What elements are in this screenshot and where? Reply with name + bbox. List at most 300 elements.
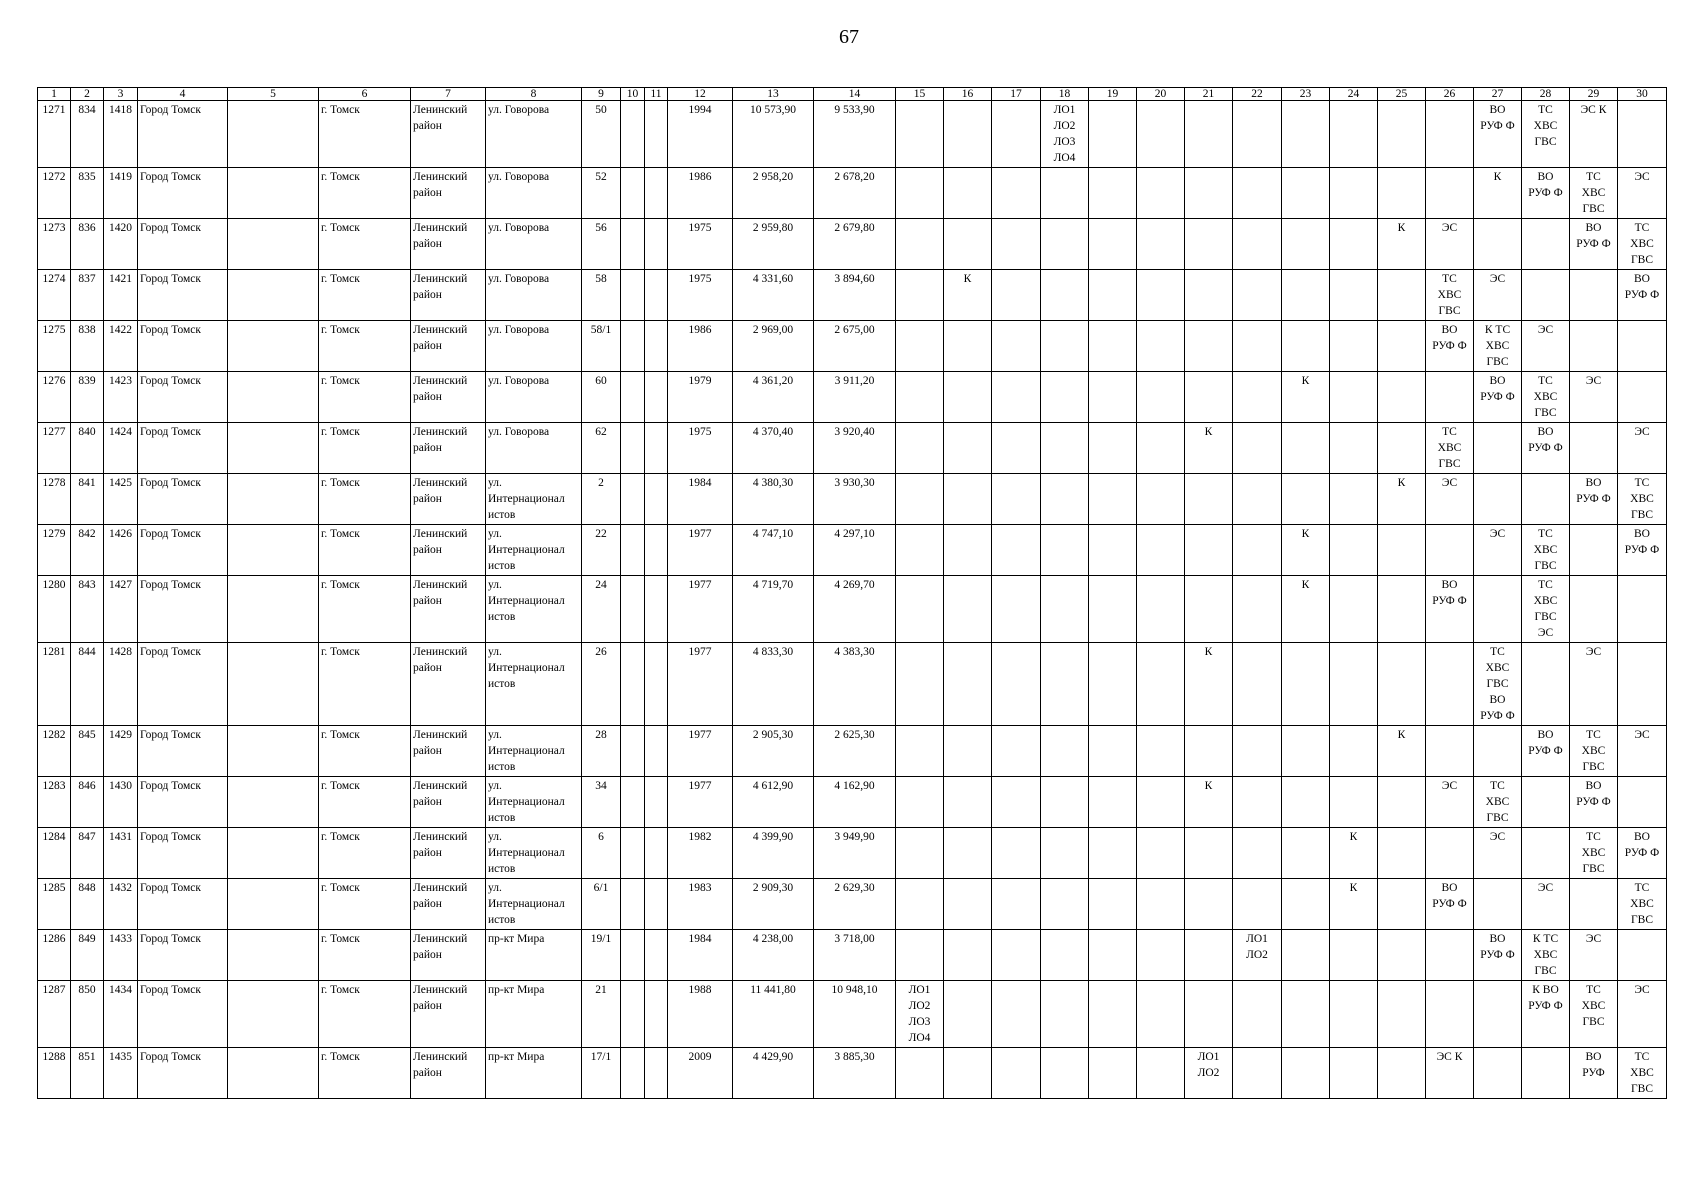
cell-col-29: ВО РУФ Ф bbox=[1570, 219, 1618, 270]
cell-col-22 bbox=[1233, 270, 1282, 321]
cell-col-13: 4 429,90 bbox=[733, 1048, 814, 1099]
cell-col-27: ВО РУФ Ф bbox=[1474, 372, 1522, 423]
cell-col-10 bbox=[621, 372, 645, 423]
cell-col-22 bbox=[1233, 101, 1282, 168]
cell-col-8: ул. Интернационал истов bbox=[486, 576, 582, 643]
cell-col-20 bbox=[1137, 576, 1185, 643]
cell-col-7: Ленинский район bbox=[411, 1048, 486, 1099]
cell-col-16 bbox=[944, 643, 992, 726]
cell-col-22 bbox=[1233, 726, 1282, 777]
cell-col-15 bbox=[896, 643, 944, 726]
cell-col-16 bbox=[944, 101, 992, 168]
cell-col-13: 4 361,20 bbox=[733, 372, 814, 423]
cell-col-24 bbox=[1330, 930, 1378, 981]
cell-col-3: 1422 bbox=[104, 321, 138, 372]
cell-col-21 bbox=[1185, 270, 1233, 321]
table-row bbox=[38, 168, 1667, 219]
cell-col-2: 844 bbox=[71, 643, 104, 726]
cell-col-7: Ленинский район bbox=[411, 270, 486, 321]
cell-col-10 bbox=[621, 474, 645, 525]
cell-col-9: 17/1 bbox=[582, 1048, 621, 1099]
cell-col-3: 1427 bbox=[104, 576, 138, 643]
cell-col-15 bbox=[896, 474, 944, 525]
cell-col-23 bbox=[1282, 101, 1330, 168]
cell-col-14: 2 675,00 bbox=[814, 321, 896, 372]
cell-col-15 bbox=[896, 321, 944, 372]
cell-col-29: ТС ХВС ГВС bbox=[1570, 981, 1618, 1048]
cell-col-28: ЭС bbox=[1522, 321, 1570, 372]
cell-col-16 bbox=[944, 981, 992, 1048]
cell-col-1: 1272 bbox=[38, 168, 71, 219]
cell-col-20 bbox=[1137, 777, 1185, 828]
cell-col-26: ВО РУФ Ф bbox=[1426, 879, 1474, 930]
cell-col-8: ул. Говорова bbox=[486, 219, 582, 270]
cell-col-29 bbox=[1570, 525, 1618, 576]
cell-col-8: пр-кт Мира bbox=[486, 930, 582, 981]
cell-col-3: 1434 bbox=[104, 981, 138, 1048]
cell-col-3: 1430 bbox=[104, 777, 138, 828]
cell-col-29 bbox=[1570, 576, 1618, 643]
cell-col-4: Город Томск bbox=[138, 879, 228, 930]
cell-col-30: ЭС bbox=[1618, 981, 1667, 1048]
cell-col-18 bbox=[1041, 372, 1089, 423]
cell-col-25 bbox=[1378, 828, 1426, 879]
cell-col-10 bbox=[621, 525, 645, 576]
cell-col-26: ЭС bbox=[1426, 219, 1474, 270]
cell-col-22 bbox=[1233, 321, 1282, 372]
cell-col-30: ЭС bbox=[1618, 168, 1667, 219]
cell-col-12: 2009 bbox=[668, 1048, 733, 1099]
cell-col-15 bbox=[896, 219, 944, 270]
cell-col-19 bbox=[1089, 270, 1137, 321]
cell-col-1: 1274 bbox=[38, 270, 71, 321]
column-number-2: 2 bbox=[71, 88, 104, 101]
cell-col-21 bbox=[1185, 101, 1233, 168]
cell-col-16 bbox=[944, 930, 992, 981]
cell-col-10 bbox=[621, 219, 645, 270]
cell-col-20 bbox=[1137, 930, 1185, 981]
cell-col-6: г. Томск bbox=[319, 1048, 411, 1099]
table-row bbox=[38, 576, 1667, 643]
column-number-11: 11 bbox=[645, 88, 668, 101]
cell-col-23 bbox=[1282, 423, 1330, 474]
cell-col-25 bbox=[1378, 321, 1426, 372]
cell-col-18 bbox=[1041, 423, 1089, 474]
column-number-27: 27 bbox=[1474, 88, 1522, 101]
cell-col-16 bbox=[944, 828, 992, 879]
cell-col-19 bbox=[1089, 168, 1137, 219]
cell-col-26: ЭС bbox=[1426, 777, 1474, 828]
cell-col-18 bbox=[1041, 643, 1089, 726]
cell-col-3: 1432 bbox=[104, 879, 138, 930]
cell-col-11 bbox=[645, 321, 668, 372]
cell-col-18 bbox=[1041, 930, 1089, 981]
cell-col-19 bbox=[1089, 321, 1137, 372]
cell-col-20 bbox=[1137, 423, 1185, 474]
cell-col-15 bbox=[896, 930, 944, 981]
cell-col-20 bbox=[1137, 270, 1185, 321]
cell-col-12: 1983 bbox=[668, 879, 733, 930]
cell-col-20 bbox=[1137, 726, 1185, 777]
cell-col-11 bbox=[645, 372, 668, 423]
cell-col-26: ЭС К bbox=[1426, 1048, 1474, 1099]
cell-col-2: 845 bbox=[71, 726, 104, 777]
cell-col-30: ВО РУФ Ф bbox=[1618, 828, 1667, 879]
cell-col-18 bbox=[1041, 576, 1089, 643]
cell-col-29: ЭС К bbox=[1570, 101, 1618, 168]
cell-col-9: 28 bbox=[582, 726, 621, 777]
table-row bbox=[38, 828, 1667, 879]
cell-col-22 bbox=[1233, 372, 1282, 423]
cell-col-19 bbox=[1089, 981, 1137, 1048]
cell-col-11 bbox=[645, 828, 668, 879]
cell-col-24 bbox=[1330, 423, 1378, 474]
cell-col-12: 1984 bbox=[668, 930, 733, 981]
cell-col-17 bbox=[992, 828, 1041, 879]
cell-col-2: 846 bbox=[71, 777, 104, 828]
cell-col-19 bbox=[1089, 423, 1137, 474]
cell-col-3: 1420 bbox=[104, 219, 138, 270]
cell-col-27: ТС ХВС ГВС bbox=[1474, 777, 1522, 828]
cell-col-30 bbox=[1618, 372, 1667, 423]
cell-col-5 bbox=[228, 372, 319, 423]
cell-col-13: 4 399,90 bbox=[733, 828, 814, 879]
cell-col-17 bbox=[992, 423, 1041, 474]
cell-col-27 bbox=[1474, 879, 1522, 930]
cell-col-2: 841 bbox=[71, 474, 104, 525]
cell-col-26 bbox=[1426, 726, 1474, 777]
cell-col-15: ЛО1 ЛО2 ЛО3 ЛО4 bbox=[896, 981, 944, 1048]
cell-col-14: 2 625,30 bbox=[814, 726, 896, 777]
cell-col-24 bbox=[1330, 219, 1378, 270]
cell-col-12: 1977 bbox=[668, 726, 733, 777]
cell-col-25 bbox=[1378, 879, 1426, 930]
cell-col-1: 1283 bbox=[38, 777, 71, 828]
cell-col-22 bbox=[1233, 879, 1282, 930]
cell-col-6: г. Томск bbox=[319, 777, 411, 828]
cell-col-24: К bbox=[1330, 828, 1378, 879]
cell-col-19 bbox=[1089, 474, 1137, 525]
cell-col-21: ЛО1 ЛО2 bbox=[1185, 1048, 1233, 1099]
cell-col-6: г. Томск bbox=[319, 981, 411, 1048]
cell-col-25 bbox=[1378, 930, 1426, 981]
cell-col-1: 1275 bbox=[38, 321, 71, 372]
cell-col-23 bbox=[1282, 726, 1330, 777]
cell-col-23 bbox=[1282, 270, 1330, 321]
cell-col-8: ул. Интернационал истов bbox=[486, 726, 582, 777]
cell-col-6: г. Томск bbox=[319, 474, 411, 525]
cell-col-29: ВО РУФ Ф bbox=[1570, 474, 1618, 525]
column-number-5: 5 bbox=[228, 88, 319, 101]
cell-col-10 bbox=[621, 879, 645, 930]
cell-col-15 bbox=[896, 828, 944, 879]
cell-col-25 bbox=[1378, 525, 1426, 576]
cell-col-18 bbox=[1041, 1048, 1089, 1099]
cell-col-4: Город Томск bbox=[138, 525, 228, 576]
cell-col-23 bbox=[1282, 474, 1330, 525]
cell-col-10 bbox=[621, 101, 645, 168]
cell-col-25 bbox=[1378, 423, 1426, 474]
cell-col-15 bbox=[896, 1048, 944, 1099]
cell-col-9: 2 bbox=[582, 474, 621, 525]
cell-col-13: 4 238,00 bbox=[733, 930, 814, 981]
cell-col-27: К bbox=[1474, 168, 1522, 219]
cell-col-19 bbox=[1089, 576, 1137, 643]
cell-col-17 bbox=[992, 777, 1041, 828]
cell-col-12: 1977 bbox=[668, 576, 733, 643]
cell-col-7: Ленинский район bbox=[411, 643, 486, 726]
cell-col-16 bbox=[944, 777, 992, 828]
cell-col-17 bbox=[992, 168, 1041, 219]
cell-col-27: ЭС bbox=[1474, 525, 1522, 576]
cell-col-29 bbox=[1570, 879, 1618, 930]
cell-col-8: ул. Говорова bbox=[486, 423, 582, 474]
cell-col-24 bbox=[1330, 372, 1378, 423]
cell-col-8: ул. Говорова bbox=[486, 270, 582, 321]
cell-col-25 bbox=[1378, 168, 1426, 219]
cell-col-15 bbox=[896, 423, 944, 474]
cell-col-6: г. Томск bbox=[319, 423, 411, 474]
cell-col-22 bbox=[1233, 423, 1282, 474]
cell-col-20 bbox=[1137, 321, 1185, 372]
cell-col-14: 4 162,90 bbox=[814, 777, 896, 828]
cell-col-13: 4 331,60 bbox=[733, 270, 814, 321]
cell-col-10 bbox=[621, 828, 645, 879]
cell-col-10 bbox=[621, 643, 645, 726]
cell-col-26 bbox=[1426, 930, 1474, 981]
cell-col-5 bbox=[228, 879, 319, 930]
cell-col-21 bbox=[1185, 828, 1233, 879]
column-number-12: 12 bbox=[668, 88, 733, 101]
cell-col-13: 4 612,90 bbox=[733, 777, 814, 828]
cell-col-29: ЭС bbox=[1570, 372, 1618, 423]
cell-col-3: 1419 bbox=[104, 168, 138, 219]
cell-col-28 bbox=[1522, 219, 1570, 270]
cell-col-26: ТС ХВС ГВС bbox=[1426, 270, 1474, 321]
cell-col-7: Ленинский район bbox=[411, 219, 486, 270]
table-row bbox=[38, 879, 1667, 930]
cell-col-28: ТС ХВС ГВС bbox=[1522, 372, 1570, 423]
cell-col-20 bbox=[1137, 372, 1185, 423]
cell-col-16 bbox=[944, 321, 992, 372]
cell-col-8: ул. Интернационал истов bbox=[486, 474, 582, 525]
cell-col-1: 1279 bbox=[38, 525, 71, 576]
cell-col-29: ВО РУФ bbox=[1570, 1048, 1618, 1099]
cell-col-14: 2 678,20 bbox=[814, 168, 896, 219]
cell-col-1: 1285 bbox=[38, 879, 71, 930]
cell-col-28 bbox=[1522, 777, 1570, 828]
cell-col-8: ул. Интернационал истов bbox=[486, 879, 582, 930]
cell-col-24 bbox=[1330, 1048, 1378, 1099]
cell-col-8: ул. Интернационал истов bbox=[486, 525, 582, 576]
cell-col-1: 1278 bbox=[38, 474, 71, 525]
column-number-28: 28 bbox=[1522, 88, 1570, 101]
cell-col-21 bbox=[1185, 321, 1233, 372]
cell-col-24: К bbox=[1330, 879, 1378, 930]
cell-col-24 bbox=[1330, 270, 1378, 321]
column-number-13: 13 bbox=[733, 88, 814, 101]
cell-col-20 bbox=[1137, 879, 1185, 930]
cell-col-27 bbox=[1474, 576, 1522, 643]
cell-col-21 bbox=[1185, 930, 1233, 981]
cell-col-1: 1284 bbox=[38, 828, 71, 879]
cell-col-5 bbox=[228, 101, 319, 168]
cell-col-13: 2 958,20 bbox=[733, 168, 814, 219]
cell-col-23 bbox=[1282, 321, 1330, 372]
cell-col-21 bbox=[1185, 981, 1233, 1048]
cell-col-2: 850 bbox=[71, 981, 104, 1048]
column-number-25: 25 bbox=[1378, 88, 1426, 101]
cell-col-12: 1986 bbox=[668, 168, 733, 219]
table-row bbox=[38, 777, 1667, 828]
cell-col-1: 1276 bbox=[38, 372, 71, 423]
cell-col-23 bbox=[1282, 828, 1330, 879]
cell-col-5 bbox=[228, 1048, 319, 1099]
cell-col-25 bbox=[1378, 981, 1426, 1048]
cell-col-2: 843 bbox=[71, 576, 104, 643]
cell-col-4: Город Томск bbox=[138, 828, 228, 879]
cell-col-2: 836 bbox=[71, 219, 104, 270]
cell-col-14: 4 383,30 bbox=[814, 643, 896, 726]
cell-col-17 bbox=[992, 219, 1041, 270]
cell-col-11 bbox=[645, 423, 668, 474]
cell-col-25: К bbox=[1378, 219, 1426, 270]
cell-col-21: К bbox=[1185, 423, 1233, 474]
cell-col-3: 1435 bbox=[104, 1048, 138, 1099]
page-number: 67 bbox=[839, 26, 859, 48]
cell-col-25 bbox=[1378, 777, 1426, 828]
cell-col-2: 840 bbox=[71, 423, 104, 474]
cell-col-25 bbox=[1378, 1048, 1426, 1099]
cell-col-4: Город Томск bbox=[138, 643, 228, 726]
cell-col-15 bbox=[896, 168, 944, 219]
table-row bbox=[38, 372, 1667, 423]
cell-col-9: 19/1 bbox=[582, 930, 621, 981]
cell-col-2: 834 bbox=[71, 101, 104, 168]
cell-col-12: 1986 bbox=[668, 321, 733, 372]
cell-col-11 bbox=[645, 168, 668, 219]
cell-col-11 bbox=[645, 643, 668, 726]
cell-col-16 bbox=[944, 1048, 992, 1099]
cell-col-28: ВО РУФ Ф bbox=[1522, 168, 1570, 219]
cell-col-14: 2 679,80 bbox=[814, 219, 896, 270]
cell-col-11 bbox=[645, 981, 668, 1048]
cell-col-16 bbox=[944, 423, 992, 474]
cell-col-26 bbox=[1426, 101, 1474, 168]
cell-col-20 bbox=[1137, 828, 1185, 879]
cell-col-7: Ленинский район bbox=[411, 423, 486, 474]
cell-col-14: 9 533,90 bbox=[814, 101, 896, 168]
cell-col-11 bbox=[645, 879, 668, 930]
cell-col-20 bbox=[1137, 101, 1185, 168]
cell-col-16 bbox=[944, 525, 992, 576]
cell-col-6: г. Томск bbox=[319, 101, 411, 168]
table-row bbox=[38, 726, 1667, 777]
cell-col-24 bbox=[1330, 168, 1378, 219]
cell-col-10 bbox=[621, 321, 645, 372]
cell-col-18 bbox=[1041, 879, 1089, 930]
cell-col-3: 1423 bbox=[104, 372, 138, 423]
cell-col-26 bbox=[1426, 981, 1474, 1048]
cell-col-21 bbox=[1185, 525, 1233, 576]
cell-col-16 bbox=[944, 726, 992, 777]
cell-col-9: 60 bbox=[582, 372, 621, 423]
cell-col-8: ул. Интернационал истов bbox=[486, 828, 582, 879]
cell-col-24 bbox=[1330, 726, 1378, 777]
cell-col-13: 2 905,30 bbox=[733, 726, 814, 777]
cell-col-6: г. Томск bbox=[319, 643, 411, 726]
cell-col-10 bbox=[621, 270, 645, 321]
table-row bbox=[38, 101, 1667, 168]
cell-col-20 bbox=[1137, 474, 1185, 525]
cell-col-14: 4 297,10 bbox=[814, 525, 896, 576]
cell-col-27: ЭС bbox=[1474, 828, 1522, 879]
column-number-26: 26 bbox=[1426, 88, 1474, 101]
cell-col-12: 1988 bbox=[668, 981, 733, 1048]
cell-col-30 bbox=[1618, 930, 1667, 981]
cell-col-4: Город Томск bbox=[138, 930, 228, 981]
cell-col-24 bbox=[1330, 576, 1378, 643]
cell-col-13: 2 969,00 bbox=[733, 321, 814, 372]
cell-col-23: К bbox=[1282, 372, 1330, 423]
cell-col-25: К bbox=[1378, 726, 1426, 777]
cell-col-23 bbox=[1282, 879, 1330, 930]
cell-col-15 bbox=[896, 879, 944, 930]
cell-col-12: 1984 bbox=[668, 474, 733, 525]
cell-col-11 bbox=[645, 101, 668, 168]
cell-col-29: ЭС bbox=[1570, 930, 1618, 981]
cell-col-22 bbox=[1233, 525, 1282, 576]
cell-col-6: г. Томск bbox=[319, 576, 411, 643]
cell-col-21 bbox=[1185, 726, 1233, 777]
column-number-19: 19 bbox=[1089, 88, 1137, 101]
cell-col-22 bbox=[1233, 576, 1282, 643]
cell-col-22 bbox=[1233, 828, 1282, 879]
cell-col-29 bbox=[1570, 270, 1618, 321]
cell-col-1: 1280 bbox=[38, 576, 71, 643]
cell-col-1: 1281 bbox=[38, 643, 71, 726]
cell-col-15 bbox=[896, 101, 944, 168]
cell-col-1: 1287 bbox=[38, 981, 71, 1048]
cell-col-30: ЭС bbox=[1618, 726, 1667, 777]
cell-col-14: 2 629,30 bbox=[814, 879, 896, 930]
cell-col-23 bbox=[1282, 1048, 1330, 1099]
cell-col-4: Город Томск bbox=[138, 372, 228, 423]
cell-col-5 bbox=[228, 219, 319, 270]
cell-col-3: 1425 bbox=[104, 474, 138, 525]
cell-col-18 bbox=[1041, 321, 1089, 372]
cell-col-29 bbox=[1570, 321, 1618, 372]
cell-col-25 bbox=[1378, 372, 1426, 423]
cell-col-14: 3 930,30 bbox=[814, 474, 896, 525]
cell-col-20 bbox=[1137, 643, 1185, 726]
cell-col-3: 1426 bbox=[104, 525, 138, 576]
cell-col-11 bbox=[645, 930, 668, 981]
cell-col-13: 10 573,90 bbox=[733, 101, 814, 168]
cell-col-17 bbox=[992, 981, 1041, 1048]
cell-col-4: Город Томск bbox=[138, 219, 228, 270]
cell-col-4: Город Томск bbox=[138, 321, 228, 372]
cell-col-1: 1282 bbox=[38, 726, 71, 777]
cell-col-11 bbox=[645, 726, 668, 777]
column-number-15: 15 bbox=[896, 88, 944, 101]
cell-col-9: 58/1 bbox=[582, 321, 621, 372]
cell-col-1: 1277 bbox=[38, 423, 71, 474]
cell-col-30 bbox=[1618, 101, 1667, 168]
cell-col-6: г. Томск bbox=[319, 525, 411, 576]
cell-col-21 bbox=[1185, 219, 1233, 270]
cell-col-26 bbox=[1426, 643, 1474, 726]
